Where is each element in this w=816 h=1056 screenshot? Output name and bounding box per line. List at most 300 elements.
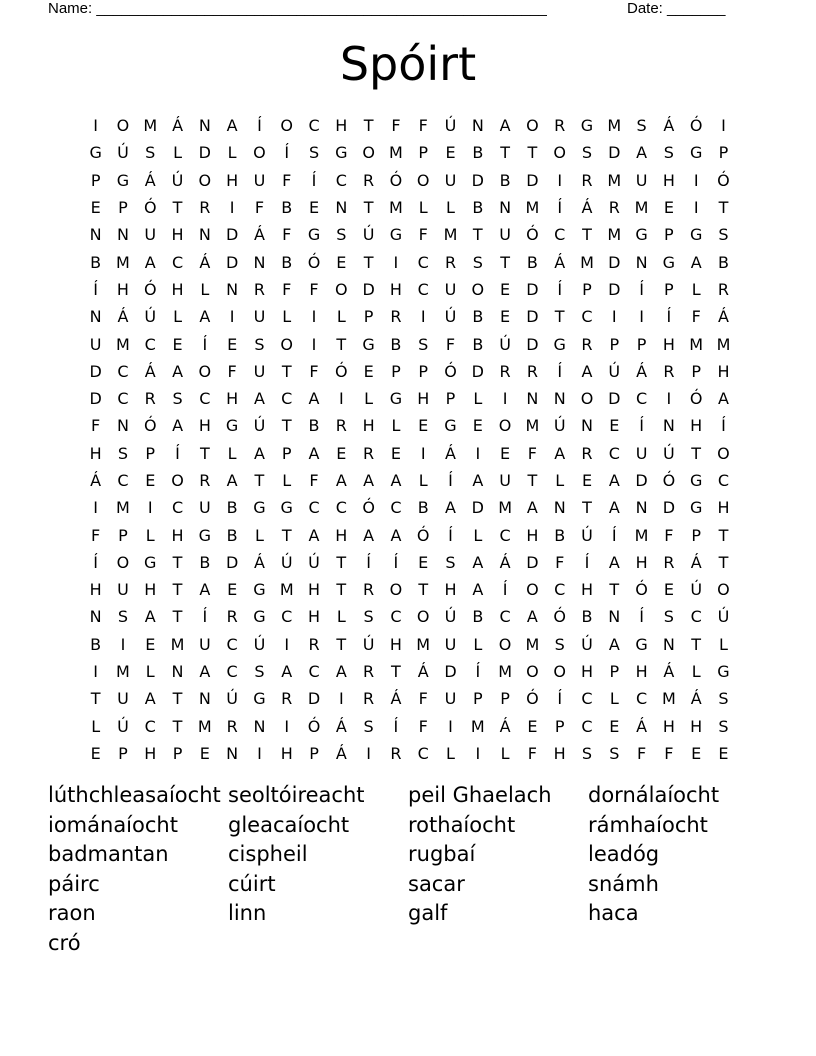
- grid-letter: T: [500, 252, 510, 272]
- grid-letter: Í: [666, 307, 672, 327]
- grid-letter: T: [391, 662, 401, 682]
- grid-letter: E: [336, 252, 347, 272]
- grid-letter: M: [279, 580, 294, 600]
- grid-letter: C: [117, 471, 129, 490]
- grid-letter: E: [609, 416, 620, 436]
- grid-letter: E: [227, 334, 238, 354]
- grid-letter: S: [609, 743, 620, 763]
- grid-letter: R: [663, 361, 675, 381]
- grid-letter: C: [308, 116, 320, 136]
- grid-letter: N: [226, 279, 239, 299]
- word-list-item: galf: [408, 901, 448, 926]
- grid-letter: E: [308, 198, 320, 218]
- grid-letter: Ú: [171, 170, 184, 190]
- grid-letter: B: [472, 334, 484, 354]
- grid-letter: E: [227, 580, 238, 600]
- grid-letter: Í: [393, 552, 399, 572]
- grid-letter: H: [580, 662, 593, 682]
- grid-letter: R: [608, 198, 620, 218]
- grid-letter: H: [662, 170, 675, 190]
- grid-letter: C: [554, 225, 566, 245]
- grid-letter: Ó: [635, 580, 648, 600]
- grid-letter: E: [500, 279, 511, 299]
- grid-letter: P: [118, 525, 128, 545]
- grid-letter: D: [526, 170, 539, 190]
- grid-letter: Í: [93, 552, 98, 572]
- grid-letter: E: [500, 443, 511, 463]
- grid-letter: D: [526, 552, 539, 572]
- grid-letter: U: [444, 279, 457, 299]
- grid-letter: B: [90, 252, 102, 272]
- grid-letter: R: [363, 689, 375, 709]
- grid-letter: A: [308, 525, 320, 545]
- grid-letter: G: [389, 389, 403, 409]
- grid-letter: S: [145, 143, 156, 163]
- grid-letter: I: [120, 634, 126, 654]
- grid-letter: H: [144, 743, 157, 763]
- word-list: [48, 781, 768, 959]
- grid-letter: Ó: [335, 361, 348, 381]
- grid-letter: Í: [639, 416, 644, 436]
- grid-letter: F: [309, 471, 319, 490]
- grid-letter: C: [636, 389, 648, 409]
- grid-letter: B: [717, 252, 729, 272]
- grid-letter: G: [635, 634, 648, 654]
- grid-letter: A: [144, 689, 156, 709]
- grid-letter: Á: [144, 170, 156, 190]
- grid-letter: U: [198, 634, 211, 654]
- grid-letter: Á: [636, 716, 648, 736]
- grid-letter: I: [147, 498, 153, 518]
- grid-letter: L: [227, 443, 237, 463]
- grid-letter: A: [472, 580, 484, 600]
- grid-letter: M: [634, 198, 649, 218]
- grid-letter: L: [555, 471, 565, 490]
- grid-letter: T: [172, 716, 183, 736]
- grid-letter: R: [526, 361, 538, 381]
- grid-letter: L: [200, 279, 210, 299]
- grid-letter: Í: [557, 689, 563, 709]
- grid-letter: E: [472, 416, 483, 436]
- grid-letter: T: [718, 525, 729, 545]
- word-list-item: snámh: [588, 871, 659, 896]
- grid-letter: U: [144, 225, 157, 245]
- grid-letter: M: [525, 416, 540, 436]
- grid-letter: A: [526, 498, 538, 518]
- word-list-item: cró: [48, 930, 81, 955]
- grid-letter: Í: [448, 525, 453, 545]
- grid-letter: F: [282, 170, 292, 190]
- grid-letter: S: [308, 143, 320, 163]
- grid-letter: C: [636, 689, 648, 709]
- grid-row: [82, 631, 737, 658]
- grid-letter: H: [280, 743, 293, 763]
- grid-letter: H: [580, 580, 593, 600]
- grid-letter: F: [282, 279, 292, 299]
- grid-letter: R: [281, 689, 293, 709]
- grid-letter: Ó: [362, 498, 375, 518]
- grid-letter: I: [420, 307, 426, 327]
- grid-letter: I: [611, 307, 617, 327]
- word-list-item: raon: [48, 901, 96, 926]
- grid-letter: P: [418, 361, 429, 381]
- grid-letter: H: [717, 361, 730, 381]
- grid-letter: T: [691, 634, 702, 654]
- grid-letter: O: [198, 361, 212, 381]
- grid-letter: O: [498, 634, 512, 654]
- grid-letter: Í: [175, 443, 180, 463]
- grid-letter: F: [282, 225, 292, 245]
- grid-letter: F: [254, 198, 265, 218]
- grid-letter: A: [253, 389, 265, 409]
- grid-letter: C: [199, 389, 211, 409]
- grid-letter: B: [499, 170, 511, 190]
- grid-letter: H: [335, 116, 348, 136]
- grid-letter: A: [390, 525, 402, 545]
- grid-letter: E: [172, 334, 183, 354]
- grid-letter: F: [664, 525, 674, 545]
- grid-letter: T: [582, 225, 592, 245]
- grid-letter: Á: [690, 552, 702, 572]
- grid-letter: P: [718, 143, 729, 163]
- grid-letter: Í: [448, 471, 453, 490]
- grid-letter: O: [362, 143, 375, 163]
- grid-row: [82, 112, 737, 139]
- grid-letter: H: [335, 525, 348, 545]
- grid-letter: D: [362, 279, 375, 299]
- grid-letter: Á: [335, 743, 347, 763]
- grid-letter: A: [363, 471, 375, 490]
- grid-letter: P: [445, 389, 456, 409]
- grid-letter: M: [197, 716, 212, 736]
- grid-letter: T: [172, 689, 183, 709]
- grid-letter: G: [253, 580, 266, 600]
- grid-letter: A: [172, 361, 184, 381]
- word-list-item: linn: [228, 901, 267, 926]
- grid-letter: P: [609, 334, 620, 354]
- grid-letter: I: [311, 334, 317, 354]
- grid-letter: M: [143, 116, 158, 136]
- grid-letter: E: [363, 361, 374, 381]
- grid-letter: M: [607, 225, 622, 245]
- grid-letter: Ó: [689, 389, 703, 409]
- grid-letter: S: [472, 252, 483, 272]
- grid-letter: R: [363, 443, 375, 463]
- grid-letter: T: [527, 471, 538, 490]
- grid-letter: A: [308, 443, 320, 463]
- grid-letter: N: [226, 743, 239, 763]
- grid-letter: R: [390, 743, 402, 763]
- grid-letter: D: [471, 361, 484, 381]
- grid-letter: I: [338, 389, 344, 409]
- grid-letter: T: [363, 116, 374, 136]
- grid-letter: Á: [581, 198, 593, 218]
- grid-letter: R: [363, 170, 375, 190]
- grid-letter: M: [389, 198, 403, 218]
- grid-letter: C: [499, 525, 511, 545]
- grid-letter: Ú: [253, 634, 266, 654]
- grid-letter: R: [199, 198, 211, 218]
- grid-letter: T: [718, 198, 729, 218]
- grid-letter: Ó: [389, 170, 403, 190]
- grid-letter: L: [500, 743, 510, 763]
- grid-letter: Ú: [362, 634, 375, 654]
- grid-letter: Á: [718, 307, 729, 327]
- grid-letter: O: [253, 143, 266, 163]
- grid-letter: Á: [636, 361, 648, 381]
- grid-letter: T: [336, 580, 347, 600]
- grid-letter: H: [635, 552, 648, 572]
- grid-letter: P: [664, 225, 674, 245]
- grid-letter: U: [444, 634, 457, 654]
- grid-letter: I: [420, 443, 426, 463]
- grid-letter: T: [609, 580, 620, 600]
- grid-letter: H: [89, 580, 102, 600]
- grid-row: [82, 276, 737, 303]
- grid-letter: H: [526, 525, 539, 545]
- grid-letter: Ú: [663, 443, 675, 463]
- grid-letter: I: [502, 389, 508, 409]
- grid-letter: R: [363, 580, 375, 600]
- grid-letter: R: [444, 252, 457, 272]
- grid-letter: O: [389, 580, 403, 600]
- grid-letter: P: [118, 743, 128, 763]
- grid-letter: U: [635, 170, 648, 190]
- grid-letter: F: [418, 689, 428, 709]
- grid-letter: G: [198, 525, 212, 545]
- grid-letter: P: [472, 689, 483, 709]
- grid-letter: R: [253, 279, 265, 299]
- grid-row: [82, 440, 737, 467]
- grid-letter: B: [554, 525, 566, 545]
- grid-letter: M: [498, 662, 512, 682]
- grid-letter: H: [226, 389, 239, 409]
- grid-letter: Á: [390, 689, 402, 709]
- name-field-label: Name: ______________________________________________________: [48, 0, 547, 17]
- grid-letter: P: [691, 525, 701, 545]
- grid-letter: Á: [335, 716, 347, 736]
- grid-letter: O: [416, 607, 430, 627]
- grid-letter: H: [690, 716, 703, 736]
- grid-letter: Í: [557, 279, 563, 299]
- grid-letter: Ó: [143, 198, 157, 218]
- grid-letter: D: [635, 471, 648, 490]
- grid-letter: I: [257, 743, 262, 763]
- grid-letter: Í: [311, 170, 317, 190]
- grid-letter: G: [307, 225, 321, 245]
- grid-letter: G: [689, 225, 703, 245]
- date-field-label: Date: _______: [627, 0, 726, 17]
- grid-letter: C: [281, 389, 293, 409]
- grid-row: [82, 358, 737, 385]
- grid-row: [82, 303, 737, 330]
- grid-letter: A: [226, 116, 238, 136]
- grid-letter: O: [717, 580, 730, 600]
- grid-letter: Í: [202, 334, 208, 354]
- grid-letter: B: [472, 198, 484, 218]
- grid-letter: H: [171, 279, 184, 299]
- grid-letter: O: [471, 279, 485, 299]
- grid-letter: D: [608, 279, 621, 299]
- grid-letter: E: [145, 634, 156, 654]
- grid-letter: U: [444, 689, 457, 709]
- grid-letter: H: [89, 443, 102, 463]
- grid-letter: Ó: [143, 416, 157, 436]
- grid-letter: M: [116, 498, 130, 518]
- grid-letter: N: [581, 416, 593, 436]
- grid-letter: S: [581, 143, 593, 163]
- grid-letter: M: [525, 634, 540, 654]
- grid-letter: D: [526, 307, 539, 327]
- grid-letter: T: [336, 552, 347, 572]
- grid-letter: L: [254, 525, 264, 545]
- grid-letter: N: [89, 225, 102, 245]
- grid-letter: A: [308, 389, 320, 409]
- grid-letter: L: [282, 471, 292, 490]
- grid-letter: D: [471, 498, 484, 518]
- grid-letter: Ú: [144, 307, 157, 327]
- grid-letter: R: [335, 416, 347, 436]
- grid-letter: Í: [202, 607, 208, 627]
- page-header: [48, 0, 748, 20]
- grid-letter: N: [198, 116, 211, 136]
- word-list-item: rothaíocht: [408, 812, 516, 837]
- grid-letter: A: [445, 498, 456, 518]
- word-list-item: rugbaí: [408, 842, 476, 867]
- grid-letter: F: [91, 525, 101, 545]
- grid-row: [82, 685, 737, 712]
- grid-letter: Í: [611, 525, 617, 545]
- grid-letter: P: [363, 307, 374, 327]
- grid-letter: B: [472, 143, 484, 163]
- grid-letter: S: [336, 225, 347, 245]
- grid-letter: R: [581, 334, 593, 354]
- grid-letter: M: [116, 334, 130, 354]
- grid-letter: C: [226, 662, 238, 682]
- grid-letter: A: [199, 662, 211, 682]
- grid-letter: I: [393, 252, 399, 272]
- grid-letter: C: [581, 716, 593, 736]
- grid-letter: P: [418, 143, 429, 163]
- grid-letter: B: [199, 552, 211, 572]
- grid-letter: A: [581, 361, 593, 381]
- grid-letter: Ú: [444, 307, 457, 327]
- grid-letter: D: [89, 361, 102, 381]
- grid-letter: R: [226, 607, 238, 627]
- grid-letter: Ú: [253, 416, 266, 436]
- grid-letter: D: [608, 389, 621, 409]
- grid-letter: D: [225, 552, 239, 572]
- grid-letter: T: [90, 689, 101, 709]
- grid-letter: O: [416, 170, 430, 190]
- grid-letter: Í: [584, 552, 590, 572]
- grid-letter: A: [608, 552, 620, 572]
- grid-letter: F: [418, 225, 428, 245]
- grid-row: [82, 549, 737, 576]
- grid-letter: Ó: [307, 716, 321, 736]
- grid-letter: E: [445, 143, 456, 163]
- grid-letter: N: [499, 198, 512, 218]
- word-list-item: leadóg: [588, 842, 660, 867]
- grid-letter: I: [721, 116, 726, 136]
- grid-letter: E: [609, 716, 620, 736]
- grid-letter: G: [444, 416, 457, 436]
- grid-letter: B: [226, 525, 238, 545]
- grid-letter: E: [500, 307, 511, 327]
- grid-letter: A: [499, 116, 511, 136]
- grid-letter: O: [335, 279, 348, 299]
- grid-letter: L: [609, 689, 619, 709]
- grid-letter: C: [144, 334, 156, 354]
- grid-letter: L: [691, 662, 701, 682]
- grid-letter: T: [500, 143, 510, 163]
- grid-letter: Á: [253, 552, 265, 572]
- grid-letter: N: [89, 307, 102, 327]
- grid-letter: A: [636, 143, 648, 163]
- grid-row: [82, 385, 737, 412]
- grid-letter: I: [693, 198, 699, 218]
- grid-letter: I: [557, 170, 563, 190]
- grid-letter: P: [582, 279, 592, 299]
- grid-letter: R: [308, 634, 320, 654]
- grid-letter: Ú: [444, 607, 457, 627]
- grid-letter: G: [553, 334, 566, 354]
- grid-letter: R: [554, 116, 566, 136]
- grid-letter: B: [226, 498, 238, 518]
- grid-letter: C: [335, 498, 347, 518]
- grid-letter: Ú: [581, 634, 593, 654]
- grid-letter: T: [281, 361, 292, 381]
- grid-letter: H: [444, 580, 457, 600]
- word-list-item: dornálaíocht: [588, 783, 720, 807]
- grid-letter: I: [448, 716, 453, 736]
- grid-letter: Í: [721, 416, 726, 436]
- grid-letter: S: [663, 143, 674, 163]
- grid-letter: E: [418, 552, 429, 572]
- grid-letter: L: [364, 389, 374, 409]
- grid-letter: M: [498, 498, 512, 518]
- grid-letter: T: [582, 498, 592, 518]
- grid-letter: S: [363, 716, 374, 736]
- grid-letter: O: [553, 662, 566, 682]
- grid-letter: D: [608, 252, 621, 272]
- grid-letter: D: [471, 170, 484, 190]
- grid-letter: H: [308, 607, 321, 627]
- grid-letter: Ó: [416, 525, 430, 545]
- grid-letter: O: [116, 116, 130, 136]
- grid-letter: A: [608, 471, 620, 490]
- grid-letter: G: [362, 334, 375, 354]
- grid-letter: L: [446, 743, 455, 763]
- grid-letter: P: [118, 198, 128, 218]
- grid-letter: M: [389, 143, 403, 163]
- grid-letter: I: [311, 307, 317, 327]
- grid-letter: D: [526, 279, 539, 299]
- grid-letter: C: [144, 716, 156, 736]
- word-list-item: iománaíocht: [48, 812, 178, 837]
- grid-letter: S: [254, 662, 265, 682]
- grid-letter: G: [253, 607, 266, 627]
- grid-letter: D: [608, 143, 621, 163]
- grid-letter: A: [335, 662, 347, 682]
- grid-letter: Í: [475, 662, 481, 682]
- grid-letter: B: [281, 198, 293, 218]
- grid-letter: E: [663, 198, 674, 218]
- grid-letter: C: [281, 607, 293, 627]
- grid-letter: A: [472, 552, 484, 572]
- grid-letter: Í: [557, 198, 563, 218]
- grid-letter: Í: [366, 552, 371, 572]
